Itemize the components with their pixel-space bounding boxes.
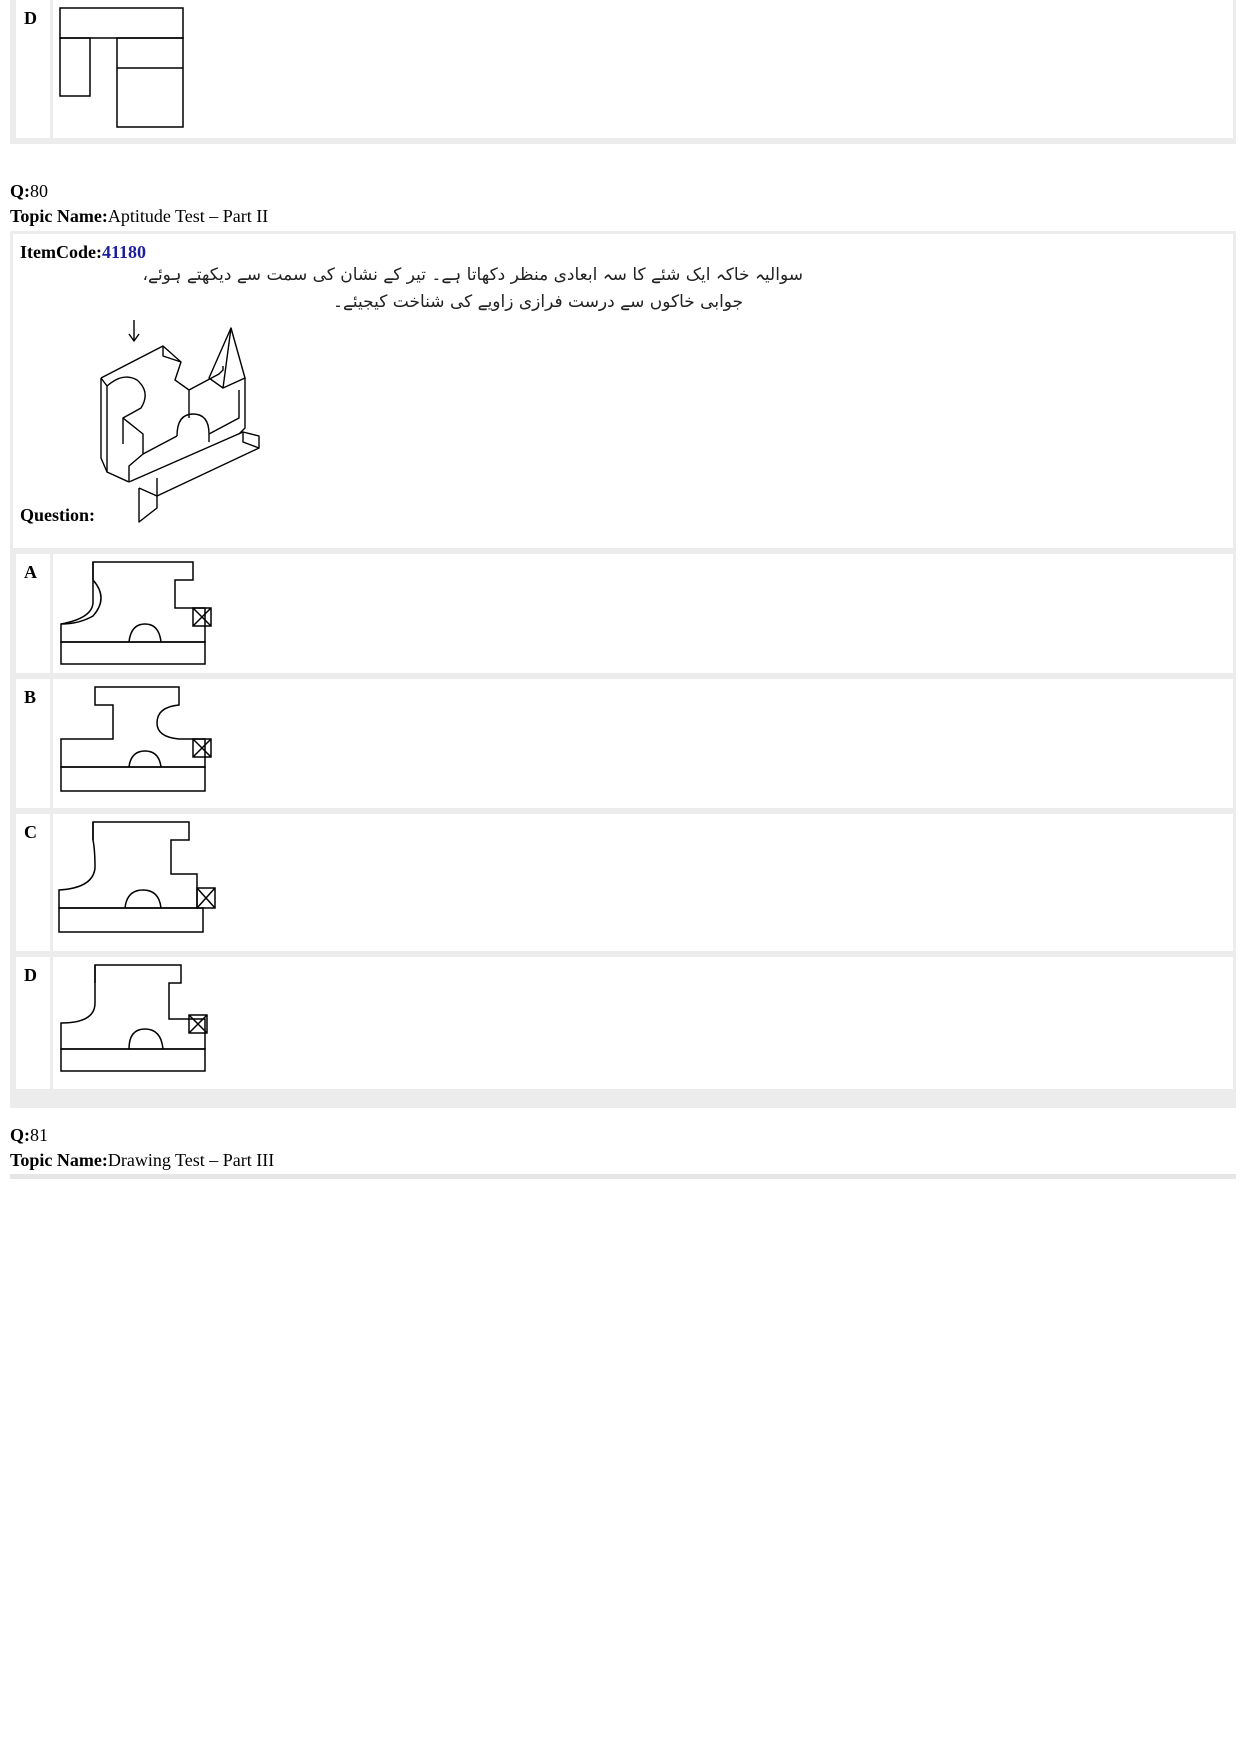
q81-topic-line: [10, 1150, 274, 1171]
urdu-line-1: سوالیہ خاکہ ایک شئے کا سہ ابعادی منظر دکھاتا ہے۔ تیر کے نشان کی سمت سے دیکھتے ہوئے،: [142, 265, 803, 285]
q81-separator: [10, 1174, 1236, 1179]
option-label: C: [24, 822, 37, 842]
option-label: D: [24, 8, 37, 28]
isometric-object-figure: [93, 318, 293, 538]
itemcode-value: 41180: [101, 242, 146, 262]
topic-label: Topic Name:: [10, 1150, 108, 1170]
question-stem-cell: [13, 234, 1233, 548]
q-number: 81: [30, 1125, 48, 1145]
itemcode-line: [20, 242, 146, 263]
option-label-cell: [16, 679, 50, 808]
q80-topic-line: [10, 206, 268, 227]
question-stem-row: [13, 234, 1233, 551]
q80-panel: [10, 231, 1236, 1108]
option-label: B: [24, 687, 37, 707]
q81-number-line: [10, 1125, 48, 1146]
option-row-c[interactable]: [13, 814, 1233, 954]
option-label-cell: [16, 0, 50, 138]
q-number: 80: [30, 181, 48, 201]
option-label: A: [24, 562, 37, 582]
urdu-line-2: جوابی خاکوں سے درست فرازی زاویے کی شناخت کیجیئے۔: [333, 292, 744, 312]
option-figure-cell: [53, 957, 1233, 1089]
option-d-prev-figure: [57, 6, 193, 136]
option-c-figure: [57, 820, 227, 950]
option-label-cell: [16, 957, 50, 1089]
option-row-b[interactable]: [13, 679, 1233, 811]
option-figure-cell: [53, 679, 1233, 808]
option-a-figure: [59, 560, 229, 672]
option-figure-cell: [53, 814, 1233, 951]
topic-label: Topic Name:: [10, 206, 108, 226]
option-figure-cell: [53, 554, 1233, 673]
question-label: Question:: [20, 505, 96, 525]
option-row-d[interactable]: [13, 957, 1233, 1092]
option-row-d-prev[interactable]: [13, 0, 1233, 141]
itemcode-label: ItemCode:: [20, 242, 102, 262]
option-label: D: [24, 965, 37, 985]
topic-value: Aptitude Test – Part II: [107, 206, 269, 226]
option-label-cell: [16, 814, 50, 951]
q-label: Q:: [10, 181, 30, 201]
option-d-figure: [59, 963, 229, 1088]
option-label-cell: [16, 554, 50, 673]
option-row-a[interactable]: [13, 554, 1233, 676]
q80-number-line: [10, 181, 48, 202]
q-label: Q:: [10, 1125, 30, 1145]
topic-value: Drawing Test – Part III: [107, 1150, 275, 1170]
prev-option-panel: [10, 0, 1236, 144]
option-b-figure: [59, 685, 229, 807]
urdu-question-text: [97, 262, 803, 316]
option-figure-cell: [53, 0, 1233, 138]
